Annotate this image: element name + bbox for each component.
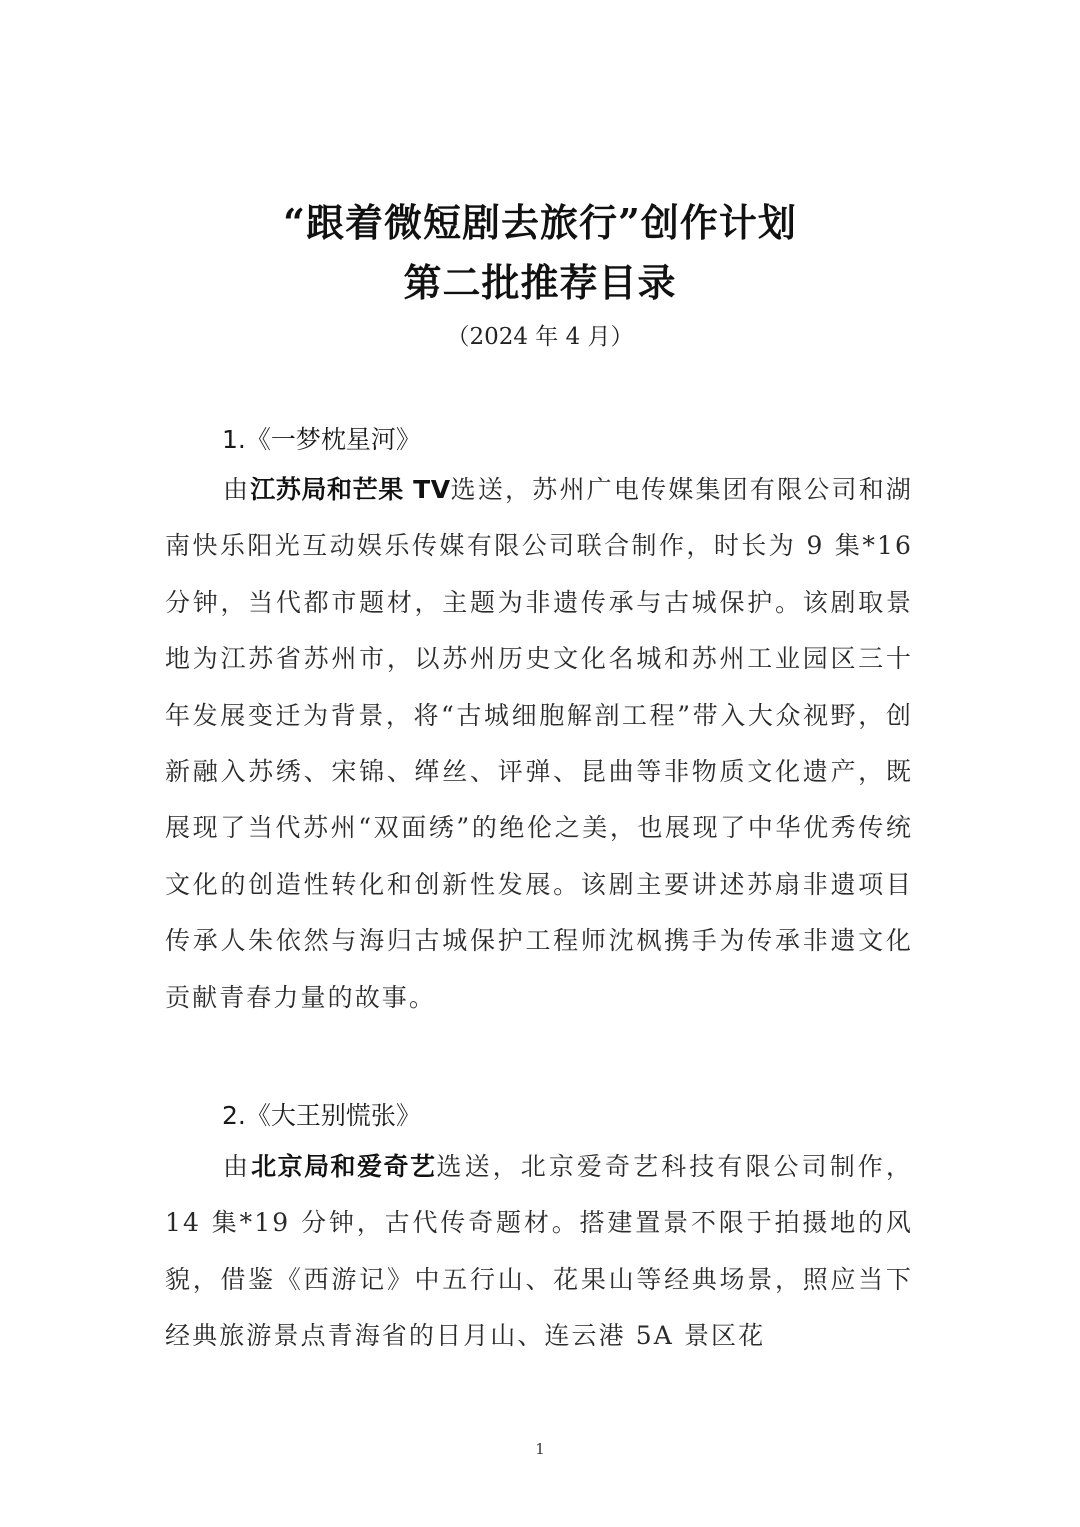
entry-heading: 1.《一梦枕星河》 [222, 425, 421, 454]
entry-body: 选送，苏州广电传媒集团有限公司和湖南快乐阳光互动娱乐传媒有限公司联合制作，时长为 9 集*16 分钟，当代都市题材，主题为非遗传承与古城保护。该剧取景地为江苏省苏州市，以苏州历史文化名城和苏州工业园区三十年发展变迁为背景，将“古城细胞解剖工程”带入大众视野，创新融入苏绣、宋锦、缂丝、评弹、昆曲等非物质文化遗产，既展现了当代苏州“双面绣”的绝伦之美，也展现了中华优秀传统文化的创造性转化和创新性发展。该剧主要讲述苏扇非遗项目传承人朱依然与海归古城保护工程师沈枫携手为传承非遗文化贡献青春力量的故事。 [165, 475, 914, 1012]
entry-submitter: 江苏局和芒果 TV [250, 475, 451, 504]
entry-body: 选送，北京爱奇艺科技有限公司制作，14 集*19 分钟，古代传奇题材。搭建置景不限于拍摄地的风貌，借鉴《西游记》中五行山、花果山等经典场景，照应当下经典旅游景点青海省的日月山、连云港 5A 景区花 [165, 1152, 913, 1351]
page-number: 1 [535, 1440, 545, 1458]
document-title-line-1: “跟着微短剧去旅行”创作计划 [283, 200, 797, 245]
document-title-line-2: 第二批推荐目录 [403, 260, 677, 305]
entry-paragraph [165, 1139, 913, 1365]
entry-lead: 由 [223, 475, 251, 504]
entry-paragraph [165, 462, 913, 1026]
document-date: （2024 年 4 月） [446, 324, 634, 350]
entry-lead: 由 [223, 1152, 252, 1181]
entry-heading: 2.《大王别慌张》 [222, 1101, 421, 1130]
entry-submitter: 北京局和爱奇艺 [251, 1152, 437, 1181]
